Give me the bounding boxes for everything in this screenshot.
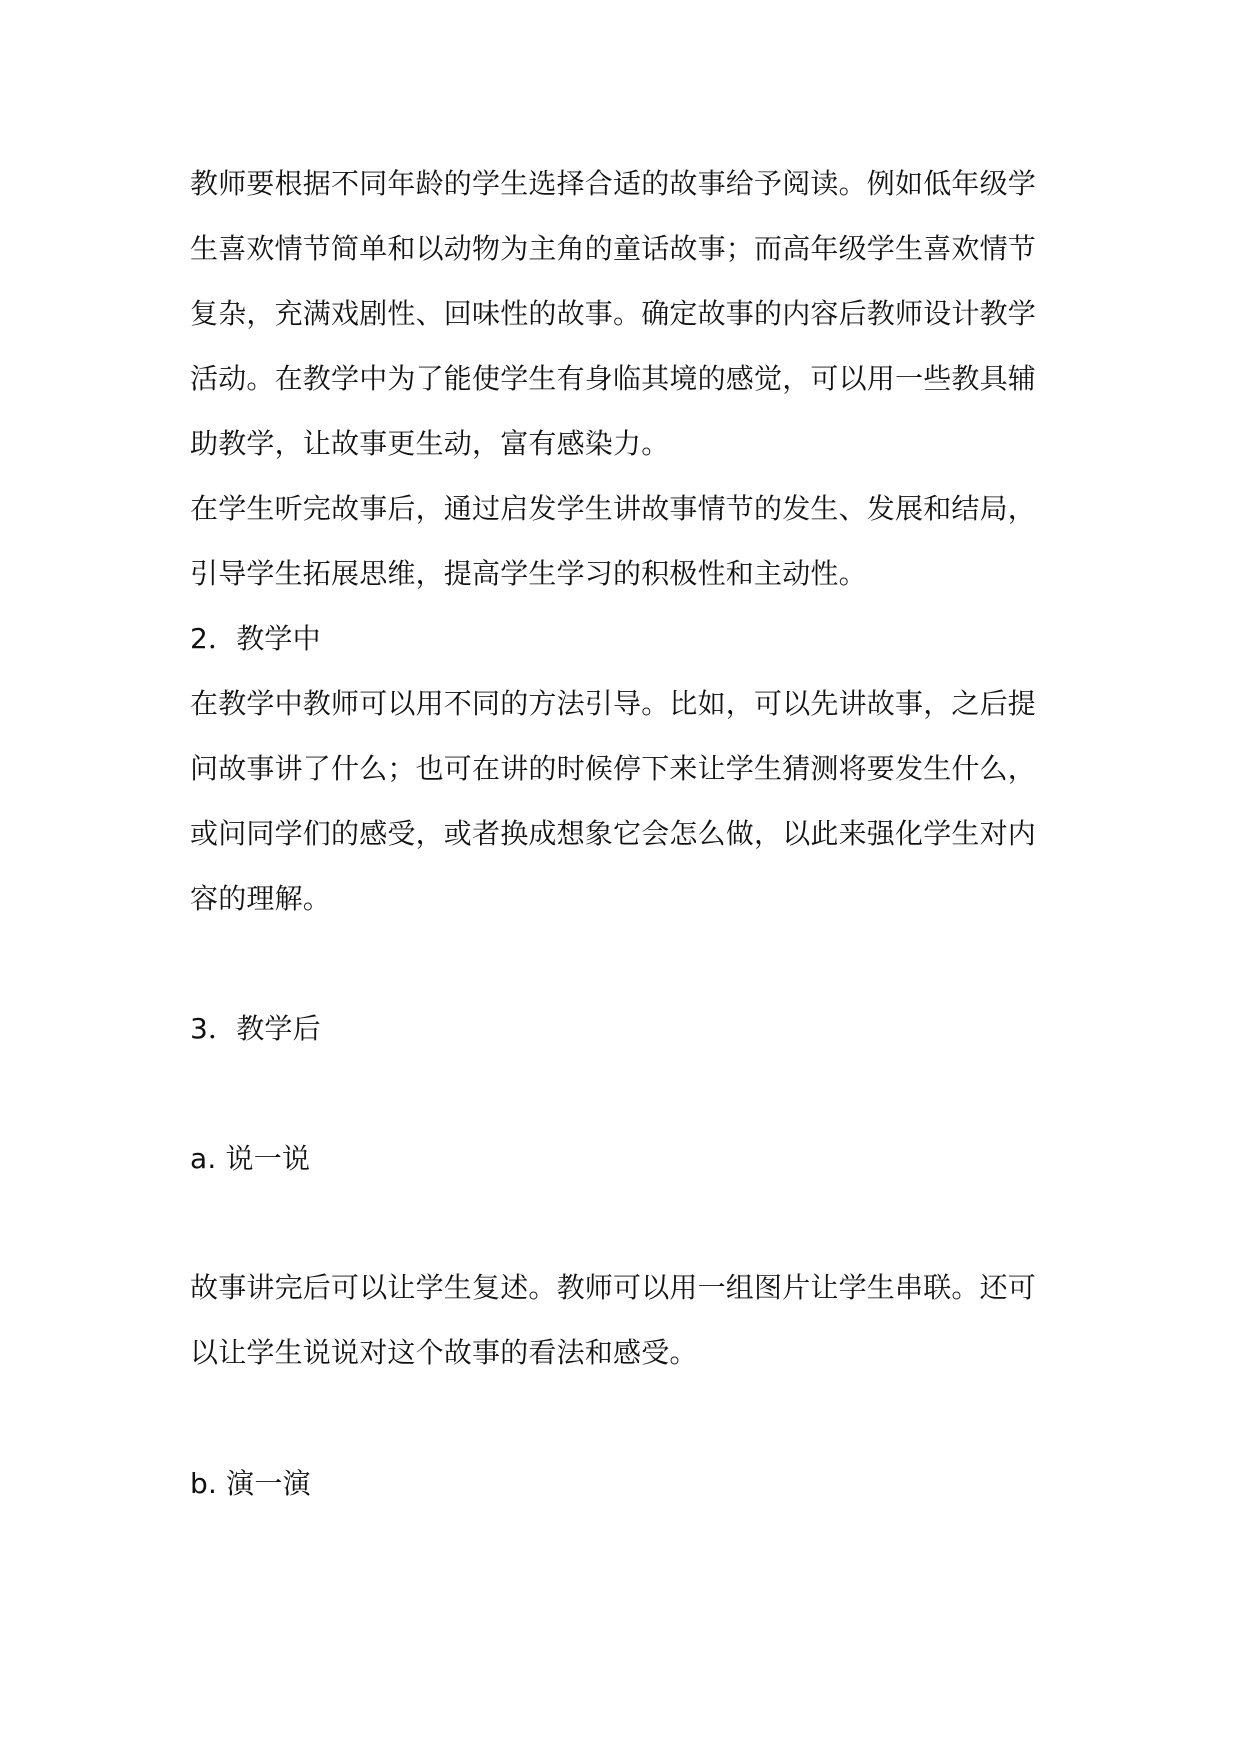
paragraph-line: 在学生听完故事后，通过启发学生讲故事情节的发生、发展和结局， [190,492,1037,525]
paragraph-line: 以让学生说说对这个故事的看法和感受。 [190,1336,698,1369]
section-heading: 2．教学中 [190,622,321,655]
paragraph-line: 或问同学们的感受，或者换成想象它会怎么做，以此来强化学生对内 [190,817,1037,850]
subsection-heading: b. 演一演 [190,1467,311,1500]
paragraph-line: 助教学，让故事更生动，富有感染力。 [190,427,670,460]
paragraph-line: 容的理解。 [190,882,332,915]
paragraph-line: 在教学中教师可以用不同的方法引导。比如，可以先讲故事，之后提 [190,687,1037,720]
paragraph-line: 故事讲完后可以让学生复述。教师可以用一组图片让学生串联。还可 [190,1271,1037,1304]
paragraph-line: 复杂，充满戏剧性、回味性的故事。确定故事的内容后教师设计教学 [190,297,1037,330]
paragraph-line: 引导学生拓展思维，提高学生学习的积极性和主动性。 [190,557,867,590]
paragraph-line: 生喜欢情节简单和以动物为主角的童话故事；而高年级学生喜欢情节 [190,232,1037,265]
paragraph-line: 问故事讲了什么；也可在讲的时候停下来让学生猜测将要发生什么， [190,752,1037,785]
paragraph-line: 教师要根据不同年龄的学生选择合适的故事给予阅读。例如低年级学 [190,167,1037,200]
subsection-heading: a. 说一说 [190,1142,311,1175]
paragraph-line: 活动。在教学中为了能使学生有身临其境的感觉，可以用一些教具辅 [190,362,1037,395]
section-heading: 3．教学后 [190,1012,321,1045]
